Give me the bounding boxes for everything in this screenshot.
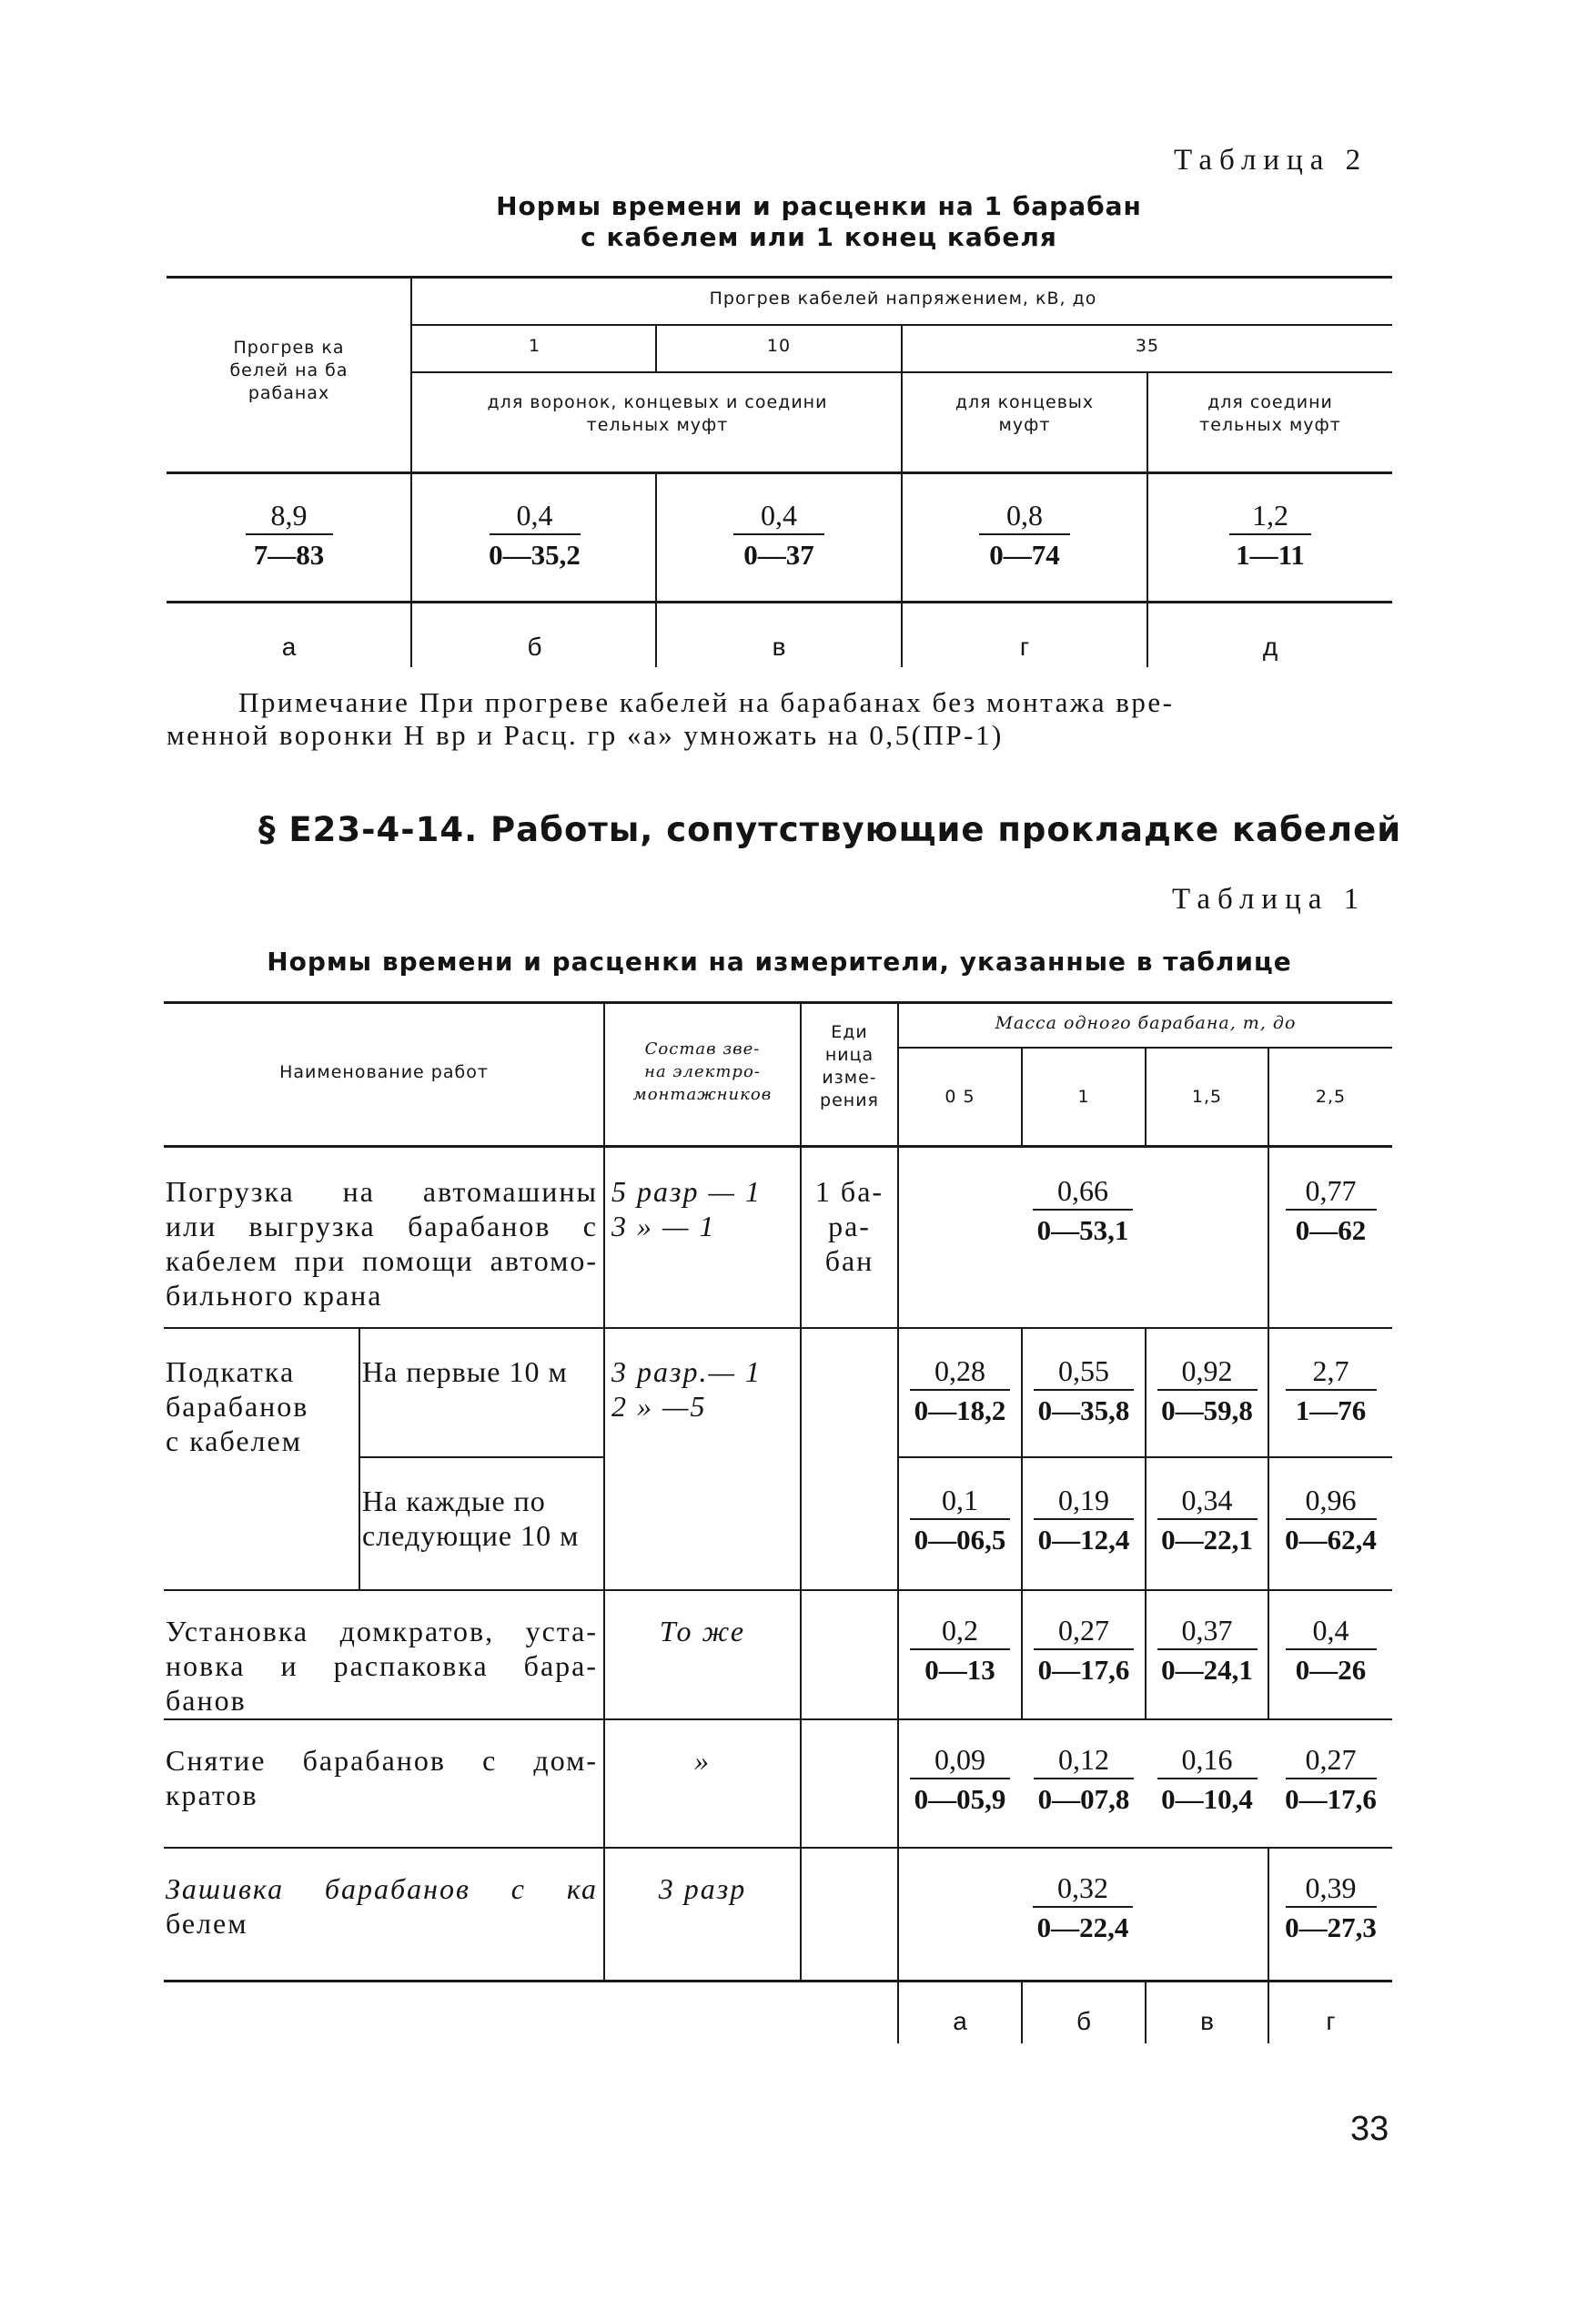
table1-row2a-sub: На первые 10 м xyxy=(362,1355,568,1388)
table2-value-b: 0,4 0—35,2 xyxy=(489,499,581,571)
table2-note-line2: менной воронки Н вр и Расц. гр «а» умножать на 0,5(ПР-1) xyxy=(167,719,1004,751)
table1-header-crew: Состав зве- на электро- монтажников xyxy=(632,1039,773,1104)
table1-row5-last-value: 0,39 0—27,3 xyxy=(1285,1871,1377,1943)
table2-col-letter: в xyxy=(772,633,786,661)
table2-col-divider xyxy=(901,324,903,667)
table1-row4-value: 0,27 0—17,6 xyxy=(1285,1743,1377,1815)
table2-col-divider xyxy=(410,276,412,667)
table1-row5-merged-value: 0,32 0—22,4 xyxy=(1021,1870,1145,1948)
table1-row3-crew: То же xyxy=(659,1615,746,1647)
table1-mass-05: 0 5 xyxy=(944,1087,975,1107)
table1-top-rule xyxy=(164,1001,1392,1004)
section-title: § Е23-4-14. Работы, сопутствующие прокладке кабелей xyxy=(258,810,1402,849)
table1-row4-value: 0,09 0—05,9 xyxy=(899,1741,1021,1819)
table2-label: Таблица 2 xyxy=(1174,144,1369,177)
table1-label: Таблица 1 xyxy=(1172,883,1367,916)
table1-col-divider xyxy=(800,1001,802,1980)
table1-row4-name: Снятие барабанов с дом- кратов xyxy=(166,1744,598,1811)
table1-row4-value: 0,12 0—07,8 xyxy=(1023,1741,1145,1819)
table1-row-rule xyxy=(164,1589,1392,1591)
table2-voltage-10: 10 xyxy=(766,336,792,356)
table2-col-letter: б xyxy=(527,633,542,661)
table1-header-name: Наименование работ xyxy=(279,1062,489,1082)
table1-row1-last-value: 0,77 0—62 xyxy=(1269,1172,1392,1251)
table1-col-letter: б xyxy=(1076,2007,1092,2035)
table1-row-rule xyxy=(164,1327,1392,1329)
table1-row2a-value: 2,7 1—76 xyxy=(1269,1353,1392,1431)
table2-voltage-1: 1 xyxy=(528,336,541,356)
table2-value-a: 8,9 7—83 xyxy=(173,497,405,575)
table1-mass-15: 1,5 xyxy=(1191,1087,1223,1107)
table1-row3-name: Установка домкратов, уста- новка и распаковка бара- банов xyxy=(166,1615,598,1717)
table2-voltage-35: 35 xyxy=(1135,336,1160,356)
table1-row2-crew: 3 разр.— 1 2 » —5 xyxy=(611,1355,762,1423)
table1-col-letter: г xyxy=(1326,2007,1336,2035)
table1-header-bottom-rule xyxy=(164,1145,1392,1148)
table2-col-letter: а xyxy=(281,633,297,661)
table2-body-bottom-rule xyxy=(167,601,1392,603)
table2-header-bottom-rule xyxy=(167,471,1392,474)
table2-title-line2: с кабелем или 1 конец кабеля xyxy=(581,222,1057,252)
table2-subheader-voronok: для воронок, концевых и соедини тельных муфт xyxy=(487,392,828,435)
table1-row2b-sub: На каждые по следующие 10 м xyxy=(362,1485,580,1552)
table1-row4-value: 0,16 0—10,4 xyxy=(1146,1741,1268,1819)
table1-col-divider xyxy=(359,1327,360,1589)
table1-title: Нормы времени и расценки на измерители, указанные в таблице xyxy=(267,947,1292,977)
table1-row-rule xyxy=(164,1847,1392,1849)
table1-row4-crew: » xyxy=(694,1744,711,1777)
table1-header-unit: Еди ница изме- рения xyxy=(820,1022,879,1110)
table1-row5-crew: 3 разр xyxy=(658,1872,747,1905)
table1-row2a-value: 0,55 0—35,8 xyxy=(1023,1353,1145,1431)
table2-first-col-header: Прогрев ка белей на ба рабанах xyxy=(229,338,348,403)
table1-row1-unit: 1 ба- ра- бан xyxy=(814,1175,884,1277)
table2-value-d: 1,2 1—11 xyxy=(1148,497,1392,575)
table1-col-divider xyxy=(603,1001,605,1980)
table1-row2a-value: 0,92 0—59,8 xyxy=(1146,1353,1268,1431)
table2-subheader-konc: для концевых муфт xyxy=(955,392,1095,435)
table1-col-letter: в xyxy=(1200,2007,1214,2035)
table2-value-g: 0,8 0—74 xyxy=(903,497,1146,575)
table1-col-letter: а xyxy=(953,2007,967,2035)
table1-bottom-rule xyxy=(164,1980,1392,1982)
table1-row3-value: 0,37 0—24,1 xyxy=(1146,1612,1268,1690)
table1-row3-value: 0,4 0—26 xyxy=(1269,1612,1392,1690)
table1-row5-name: Зашивка барабанов с ка белем xyxy=(166,1872,598,1940)
table1-row2a-value: 0,28 0—18,2 xyxy=(899,1353,1021,1431)
table1-mass-1: 1 xyxy=(1077,1087,1090,1107)
page-number: 33 xyxy=(1350,2110,1389,2148)
table1-mass-25: 2,5 xyxy=(1315,1087,1347,1107)
table2-top-rule xyxy=(167,276,1392,279)
table1-header-mass: Масса одного барабана, т, до xyxy=(995,1013,1297,1033)
table1-row-rule xyxy=(359,1456,605,1458)
table2-col-letter: д xyxy=(1262,633,1278,661)
table1-row3-value: 0,2 0—13 xyxy=(899,1612,1021,1690)
table2-col-letter: г xyxy=(1019,633,1030,661)
table1-row1-crew: 5 разр — 1 3 » — 1 xyxy=(611,1175,762,1242)
table1-row2b-value: 0,96 0—62,4 xyxy=(1285,1484,1377,1556)
table1-row2b-value: 0,19 0—12,4 xyxy=(1023,1482,1145,1560)
table1-row-rule xyxy=(164,1718,1392,1720)
table1-row2-name: Подкатка барабанов с кабелем xyxy=(166,1355,309,1457)
table1-row2b-value: 0,1 0—06,5 xyxy=(899,1482,1021,1560)
table1-row2b-value: 0,34 0—22,1 xyxy=(1146,1482,1268,1560)
table2-subheader-soed: для соедини тельных муфт xyxy=(1199,392,1341,435)
table2-group-header: Прогрев кабелей напряжением, кВ, до xyxy=(709,289,1097,309)
table2-note-line1: Примечание При прогреве кабелей на барабанах без монтажа вре- xyxy=(238,686,1175,718)
table1-row3-value: 0,27 0—17,6 xyxy=(1023,1612,1145,1690)
table2-title-line1: Нормы времени и расценки на 1 барабан xyxy=(496,191,1142,221)
table1-row1-merged-value: 0,66 0—53,1 xyxy=(1021,1172,1145,1251)
table1-row1-name: Погрузка на автомашины или выгрузка барабанов с кабелем при помощи автомо- бильного крана xyxy=(166,1175,598,1312)
table2-value-v: 0,4 0—37 xyxy=(657,497,901,575)
